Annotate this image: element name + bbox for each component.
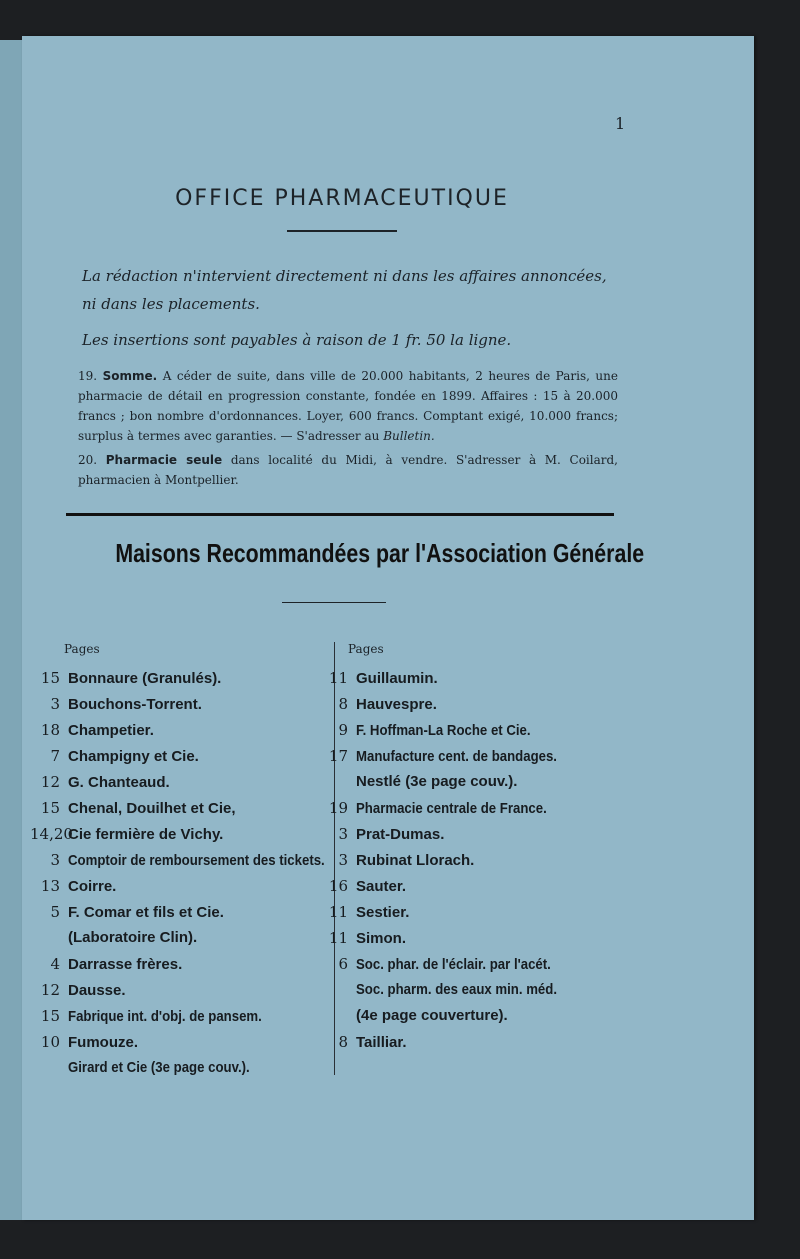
entry-company-name: Cie fermière de Vichy.	[68, 826, 224, 843]
page-number: 1	[615, 114, 626, 133]
entry-page-number: 15	[40, 799, 60, 817]
entry-company-name: Pharmacie centrale de France.	[356, 800, 547, 817]
company-entry	[318, 1003, 508, 1029]
classified-ad-20	[78, 450, 618, 490]
company-entry	[318, 821, 444, 847]
company-entry	[30, 769, 170, 795]
entry-company-name: (Laboratoire Clin).	[68, 929, 198, 946]
entry-page-number: 4	[50, 955, 60, 973]
entry-company-name: Bonnaure (Granulés).	[68, 670, 222, 687]
ad-contact: Bulletin.	[383, 429, 435, 443]
entry-company-name: F. Comar et fils et Cie.	[68, 904, 224, 921]
entry-company-name: Fumouze.	[68, 1034, 138, 1051]
intro-line-3: Les insertions sont payables à raison de 1 fr. 50 la ligne.	[82, 331, 512, 349]
intro-line-1: La rédaction n'intervient directement ni dans les affaires annoncées,	[82, 267, 607, 285]
document-page	[22, 36, 754, 1220]
entry-company-name: Coirre.	[68, 878, 117, 895]
entry-page-number: 7	[50, 747, 60, 765]
entry-page-number: 11	[328, 903, 348, 921]
entry-page-number: 16	[328, 877, 348, 895]
entry-company-name: Sauter.	[356, 878, 407, 895]
entry-page-number: 3	[50, 695, 60, 713]
entry-page-number: 12	[40, 981, 60, 999]
entry-page-number: 8	[338, 695, 348, 713]
company-entry	[30, 691, 202, 717]
entry-page-number: 5	[50, 903, 60, 921]
entry-company-name: Dausse.	[68, 982, 126, 999]
entry-page-number: 15	[40, 1007, 60, 1025]
entry-company-name: Girard et Cie (3e page couv.).	[68, 1059, 250, 1076]
ad-text: A céder de suite, dans ville de 20.000 habitants, 2 heures de Paris, une pharmacie de détail en progression constante, fondée en 1899. Affaires : 15 à 20.000 francs ; bon nombre d'ordonnances. Loyer, 600 francs. Comptant exigé, 10.000 francs; surplus à termes avec garanties. — S'adresser au	[78, 369, 618, 443]
ad-number: 20.	[78, 453, 98, 467]
entry-company-name: F. Hoffman-La Roche et Cie.	[356, 722, 531, 739]
company-entry	[30, 873, 116, 899]
entry-company-name: G. Chanteaud.	[68, 774, 170, 791]
company-entry	[30, 951, 182, 977]
section-divider	[66, 513, 614, 516]
company-entry	[30, 925, 197, 951]
classified-ad-19	[78, 366, 618, 446]
entry-page-number: 3	[338, 851, 348, 869]
company-entry	[30, 847, 360, 873]
company-entry	[318, 925, 406, 951]
entry-company-name: Sestier.	[356, 904, 410, 921]
entry-page-number: 11	[328, 929, 348, 947]
office-title: OFFICE PHARMACEUTIQUE	[175, 186, 509, 211]
entry-company-name: Comptoir de remboursement des tickets.	[68, 852, 325, 869]
entry-company-name: Soc. pharm. des eaux min. méd.	[356, 981, 557, 998]
entry-page-number: 6	[338, 955, 348, 973]
entry-company-name: Prat-Dumas.	[356, 826, 445, 843]
left-pages-label: Pages	[64, 642, 100, 656]
company-entry	[30, 821, 223, 847]
company-entry	[318, 665, 438, 691]
section-heading: Maisons Recommandées par l'Association Générale	[115, 538, 645, 568]
entry-company-name: Fabrique int. d'obj. de pansem.	[68, 1008, 262, 1025]
company-entry	[30, 665, 221, 691]
company-entry	[318, 743, 584, 769]
entry-company-name: Hauvespre.	[356, 696, 437, 713]
company-entry	[318, 847, 474, 873]
intro-line-2: ni dans les placements.	[82, 295, 260, 313]
right-pages-label: Pages	[348, 642, 384, 656]
company-entry	[318, 691, 437, 717]
company-entry	[30, 899, 224, 925]
entry-page-number: 8	[338, 1033, 348, 1051]
ad-text: dans localité du Midi, à vendre. S'adresser à M. Coilard, pharmacien à Montpellier.	[78, 453, 618, 487]
entry-page-number: 19	[328, 799, 348, 817]
entry-page-number: 14,20	[30, 825, 73, 843]
entry-page-number: 3	[50, 851, 60, 869]
entry-company-name: Simon.	[356, 930, 407, 947]
company-entry	[30, 1055, 274, 1081]
entry-company-name: Champetier.	[68, 722, 154, 739]
entry-company-name: Rubinat Llorach.	[356, 852, 475, 869]
heading-underline	[282, 602, 386, 603]
entry-page-number: 12	[40, 773, 60, 791]
entry-company-name: Nestlé (3e page couv.).	[356, 773, 518, 790]
ad-number: 19.	[78, 369, 98, 383]
ad-place: Somme.	[102, 369, 158, 383]
entry-company-name: Bouchons-Torrent.	[68, 696, 202, 713]
entry-page-number: 15	[40, 669, 60, 687]
company-entry	[30, 717, 154, 743]
company-entry	[318, 873, 406, 899]
company-entry	[30, 977, 126, 1003]
company-entry	[318, 951, 577, 977]
entry-company-name: Manufacture cent. de bandages.	[356, 748, 557, 765]
entry-company-name: Chenal, Douilhet et Cie,	[68, 800, 236, 817]
entry-company-name: Soc. phar. de l'éclair. par l'acét.	[356, 956, 551, 973]
entry-company-name: Champigny et Cie.	[68, 748, 199, 765]
entry-page-number: 17	[328, 747, 348, 765]
title-underline	[287, 230, 397, 232]
entry-page-number: 11	[328, 669, 348, 687]
entry-company-name: (4e page couverture).	[356, 1007, 508, 1024]
entry-company-name: Guillaumin.	[356, 670, 438, 687]
entry-page-number: 3	[338, 825, 348, 843]
entry-page-number: 10	[40, 1033, 60, 1051]
company-entry	[318, 1029, 407, 1055]
company-entry	[30, 1029, 138, 1055]
entry-company-name: Darrasse frères.	[68, 956, 183, 973]
company-entry	[30, 1003, 288, 1029]
company-entry	[30, 795, 236, 821]
entry-page-number: 9	[338, 721, 348, 739]
ad-place: Pharmacie seule	[105, 453, 223, 467]
company-entry	[318, 717, 554, 743]
entry-company-name: Tailliar.	[356, 1034, 407, 1051]
company-entry	[318, 899, 409, 925]
company-entry	[318, 795, 573, 821]
company-entry	[318, 977, 584, 1003]
entry-page-number: 18	[40, 721, 60, 739]
company-entry	[318, 769, 517, 795]
entry-page-number: 13	[40, 877, 60, 895]
company-entry	[30, 743, 199, 769]
